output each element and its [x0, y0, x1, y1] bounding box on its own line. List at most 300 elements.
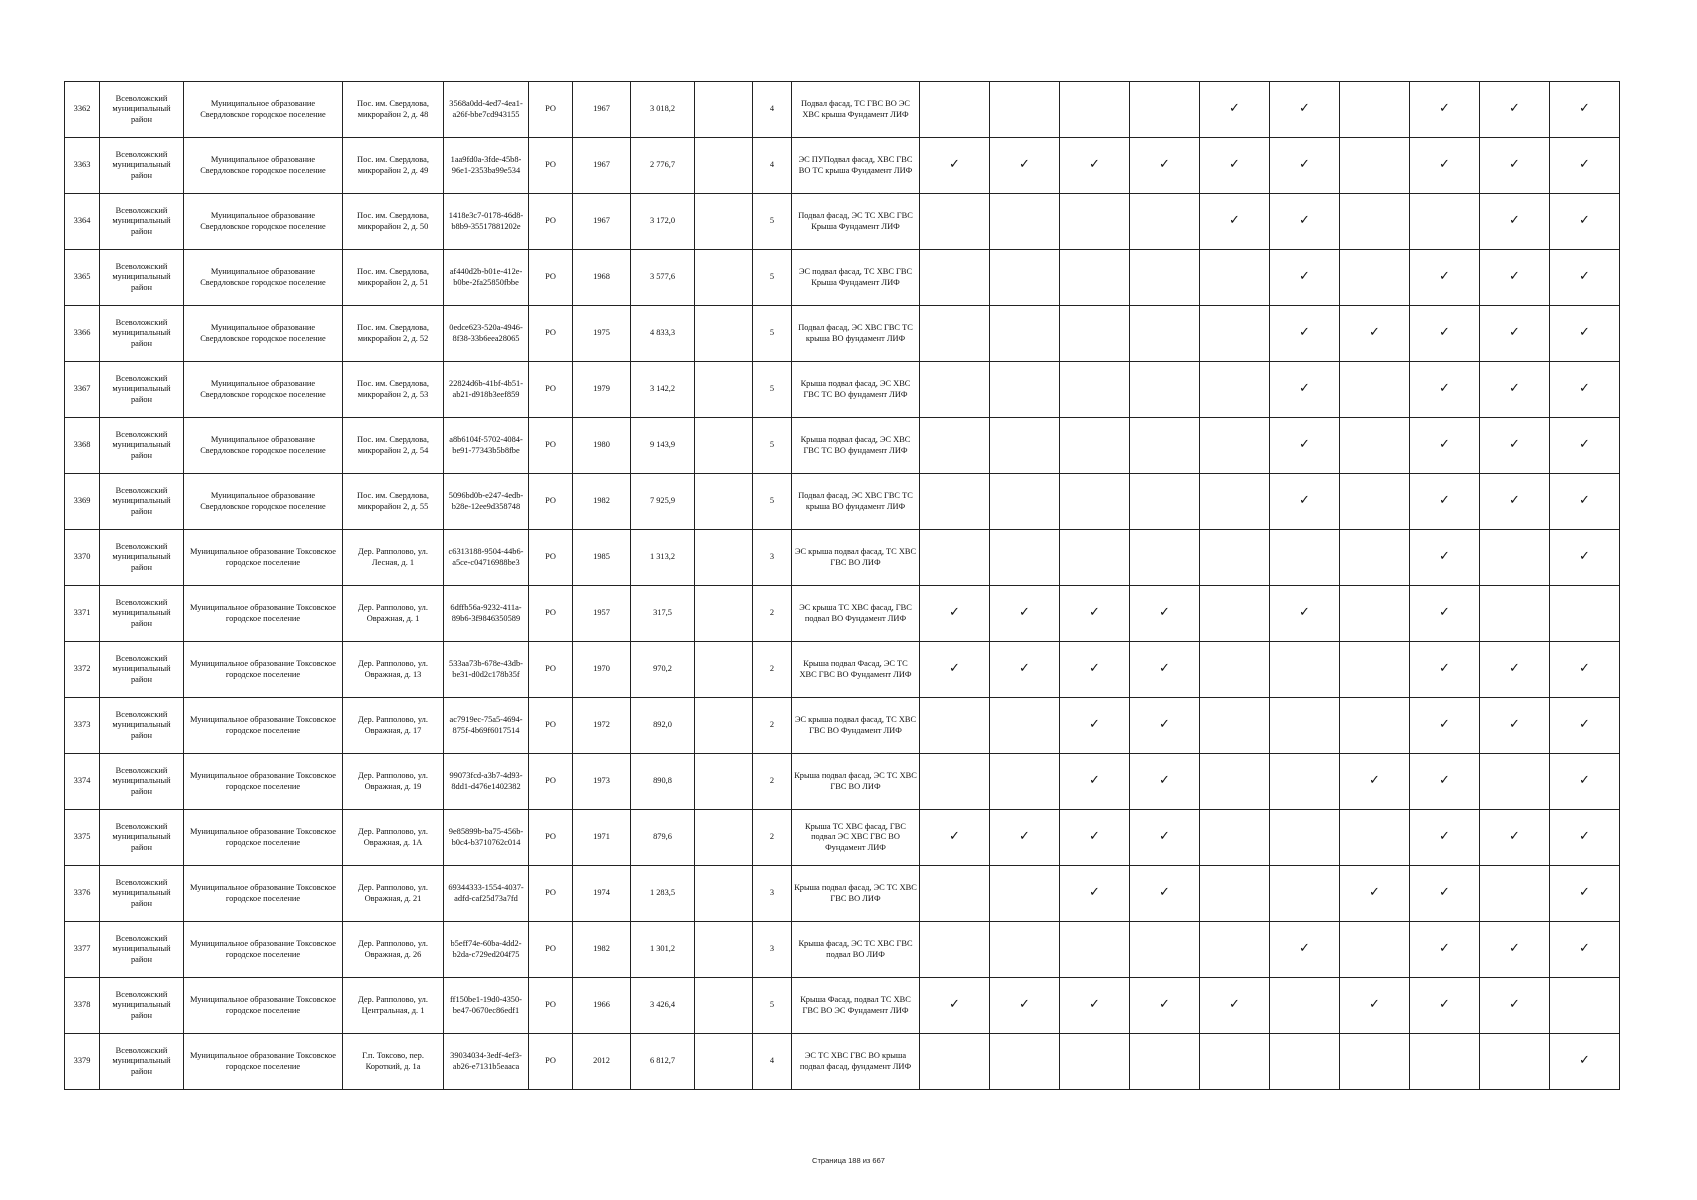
check-cell-7: [1340, 82, 1410, 138]
page-footer: Страница 188 из 667: [812, 1156, 885, 1165]
check-cell-9: [1480, 698, 1550, 754]
check-mark-icon: ✓: [1089, 717, 1100, 733]
cell-year: 1979: [573, 362, 631, 418]
check-cell-10: [1550, 642, 1620, 698]
check-mark-icon: ✓: [1579, 661, 1590, 677]
cell-code: 1418e3c7-0178-46d8-b8b9-35517881202e: [444, 194, 529, 250]
check-mark-icon: ✓: [949, 157, 960, 173]
check-cell-7: [1340, 362, 1410, 418]
table-row: [65, 698, 1620, 754]
cell-district: Всеволожский муниципальный район: [100, 586, 184, 642]
cell-year: 1975: [573, 306, 631, 362]
check-cell-9: [1480, 530, 1550, 586]
check-cell-10: [1550, 418, 1620, 474]
cell-form: РО: [529, 1034, 573, 1090]
check-mark-icon: ✓: [1579, 437, 1590, 453]
check-cell-6: [1270, 418, 1340, 474]
cell-code: 3568a0dd-4ed7-4ea1-a26f-bbe7cd943155: [444, 82, 529, 138]
cell-blank1: [695, 978, 753, 1034]
check-mark-icon: ✓: [1509, 269, 1520, 285]
check-cell-1: [920, 866, 990, 922]
check-cell-2: [990, 82, 1060, 138]
cell-floors: 4: [753, 1034, 792, 1090]
cell-code: 533aa73b-678e-43db-be31-d0d2c178b35f: [444, 642, 529, 698]
cell-works: ЭС подвал фасад, ТС ХВС ГВС Крыша Фундамент ЛИФ: [792, 250, 920, 306]
check-mark-icon: ✓: [1439, 381, 1450, 397]
check-mark-icon: ✓: [1299, 269, 1310, 285]
cell-area: 890,8: [631, 754, 695, 810]
check-cell-5: [1200, 194, 1270, 250]
cell-code: b5eff74e-60ba-4dd2-b2da-c729ed204f75: [444, 922, 529, 978]
cell-code: 69344333-1554-4037-adfd-caf25d73a7fd: [444, 866, 529, 922]
check-mark-icon: ✓: [1439, 717, 1450, 733]
cell-works: Крыша фасад, ЭС ТС ХВС ГВС подвал ВО ЛИФ: [792, 922, 920, 978]
check-cell-3: [1060, 586, 1130, 642]
check-cell-7: [1340, 306, 1410, 362]
cell-address: Г.п. Токсово, пер. Короткий, д. 1а: [343, 1034, 444, 1090]
cell-address: Дер. Рапполово, ул. Овражная, д. 19: [343, 754, 444, 810]
check-mark-icon: ✓: [1509, 325, 1520, 341]
check-mark-icon: ✓: [1579, 1053, 1590, 1069]
check-mark-icon: ✓: [949, 829, 960, 845]
cell-blank1: [695, 418, 753, 474]
cell-area: 1 313,2: [631, 530, 695, 586]
check-cell-8: [1410, 754, 1480, 810]
check-cell-1: [920, 530, 990, 586]
cell-year: 1967: [573, 82, 631, 138]
check-mark-icon: ✓: [1439, 101, 1450, 117]
cell-blank1: [695, 82, 753, 138]
check-cell-6: [1270, 306, 1340, 362]
cell-address: Пос. им. Свердлова, микрорайон 2, д. 54: [343, 418, 444, 474]
check-mark-icon: ✓: [1509, 941, 1520, 957]
check-cell-8: [1410, 922, 1480, 978]
cell-municipality: Муниципальное образование Токсовское городское поселение: [184, 530, 343, 586]
cell-address: Дер. Рапполово, ул. Овражная, д. 26: [343, 922, 444, 978]
check-mark-icon: ✓: [1439, 773, 1450, 789]
cell-blank1: [695, 138, 753, 194]
cell-municipality: Муниципальное образование Токсовское городское поселение: [184, 586, 343, 642]
check-mark-icon: ✓: [1019, 157, 1030, 173]
cell-works: Подвал фасад, ЭС ХВС ГВС ТС крыша ВО фундамент ЛИФ: [792, 474, 920, 530]
check-mark-icon: ✓: [1159, 773, 1170, 789]
cell-area: 2 776,7: [631, 138, 695, 194]
check-cell-2: [990, 362, 1060, 418]
cell-num: 3366: [65, 306, 100, 362]
check-cell-5: [1200, 698, 1270, 754]
check-cell-6: [1270, 922, 1340, 978]
check-cell-2: [990, 250, 1060, 306]
cell-form: РО: [529, 82, 573, 138]
check-mark-icon: ✓: [1159, 157, 1170, 173]
cell-works: ЭС крыша подвал фасад, ТС ХВС ГВС ВО ЛИФ: [792, 530, 920, 586]
cell-floors: 3: [753, 922, 792, 978]
cell-blank1: [695, 642, 753, 698]
check-cell-3: [1060, 194, 1130, 250]
check-cell-8: [1410, 194, 1480, 250]
cell-area: 4 833,3: [631, 306, 695, 362]
cell-works: Подвал фасад, ЭС ТС ХВС ГВС Крыша Фундамент ЛИФ: [792, 194, 920, 250]
cell-blank1: [695, 698, 753, 754]
check-cell-9: [1480, 754, 1550, 810]
check-cell-9: [1480, 586, 1550, 642]
check-cell-1: [920, 250, 990, 306]
check-cell-5: [1200, 474, 1270, 530]
cell-floors: 5: [753, 362, 792, 418]
check-cell-3: [1060, 642, 1130, 698]
cell-address: Пос. им. Свердлова, микрорайон 2, д. 55: [343, 474, 444, 530]
cell-num: 3368: [65, 418, 100, 474]
cell-district: Всеволожский муниципальный район: [100, 474, 184, 530]
check-mark-icon: ✓: [1439, 661, 1450, 677]
check-cell-6: [1270, 866, 1340, 922]
check-cell-3: [1060, 1034, 1130, 1090]
check-cell-10: [1550, 194, 1620, 250]
cell-floors: 5: [753, 418, 792, 474]
check-cell-6: [1270, 978, 1340, 1034]
check-mark-icon: ✓: [1509, 101, 1520, 117]
check-cell-8: [1410, 362, 1480, 418]
check-cell-6: [1270, 754, 1340, 810]
cell-district: Всеволожский муниципальный район: [100, 138, 184, 194]
cell-municipality: Муниципальное образование Токсовское городское поселение: [184, 642, 343, 698]
cell-municipality: Муниципальное образование Токсовское городское поселение: [184, 698, 343, 754]
cell-form: РО: [529, 306, 573, 362]
cell-area: 3 426,4: [631, 978, 695, 1034]
cell-municipality: Муниципальное образование Токсовское городское поселение: [184, 866, 343, 922]
cell-address: Дер. Рапполово, ул. Овражная, д. 1: [343, 586, 444, 642]
table-row: [65, 194, 1620, 250]
check-mark-icon: ✓: [1089, 997, 1100, 1013]
cell-district: Всеволожский муниципальный район: [100, 978, 184, 1034]
check-mark-icon: ✓: [1159, 997, 1170, 1013]
cell-district: Всеволожский муниципальный район: [100, 362, 184, 418]
cell-floors: 5: [753, 474, 792, 530]
check-mark-icon: ✓: [1299, 213, 1310, 229]
registry-table: [64, 81, 1620, 1090]
check-cell-4: [1130, 642, 1200, 698]
cell-area: 3 172,0: [631, 194, 695, 250]
cell-floors: 2: [753, 810, 792, 866]
check-cell-6: [1270, 810, 1340, 866]
cell-num: 3365: [65, 250, 100, 306]
check-cell-4: [1130, 530, 1200, 586]
cell-works: Крыша ТС ХВС фасад, ГВС подвал ЭС ХВС ГВС ВО Фундамент ЛИФ: [792, 810, 920, 866]
cell-code: af440d2b-b01e-412e-b0be-2fa25850fbbe: [444, 250, 529, 306]
cell-blank1: [695, 194, 753, 250]
check-mark-icon: ✓: [1439, 605, 1450, 621]
check-mark-icon: ✓: [1579, 325, 1590, 341]
check-cell-4: [1130, 754, 1200, 810]
check-cell-9: [1480, 810, 1550, 866]
check-cell-3: [1060, 698, 1130, 754]
cell-form: РО: [529, 754, 573, 810]
check-cell-7: [1340, 138, 1410, 194]
check-cell-4: [1130, 1034, 1200, 1090]
check-mark-icon: ✓: [1089, 885, 1100, 901]
check-cell-6: [1270, 250, 1340, 306]
check-cell-6: [1270, 642, 1340, 698]
cell-floors: 4: [753, 82, 792, 138]
check-mark-icon: ✓: [1579, 381, 1590, 397]
cell-municipality: Муниципальное образование Свердловское городское поселение: [184, 82, 343, 138]
cell-year: 1974: [573, 866, 631, 922]
cell-district: Всеволожский муниципальный район: [100, 1034, 184, 1090]
check-mark-icon: ✓: [1509, 661, 1520, 677]
check-cell-10: [1550, 250, 1620, 306]
cell-blank1: [695, 754, 753, 810]
check-cell-5: [1200, 82, 1270, 138]
cell-num: 3364: [65, 194, 100, 250]
check-cell-8: [1410, 250, 1480, 306]
cell-blank1: [695, 306, 753, 362]
cell-district: Всеволожский муниципальный район: [100, 306, 184, 362]
check-cell-8: [1410, 978, 1480, 1034]
check-mark-icon: ✓: [1509, 437, 1520, 453]
cell-area: 317,5: [631, 586, 695, 642]
check-cell-3: [1060, 418, 1130, 474]
check-cell-2: [990, 642, 1060, 698]
cell-year: 1985: [573, 530, 631, 586]
cell-code: 1aa9fd0a-3fde-45b8-96e1-2353ba99e534: [444, 138, 529, 194]
check-cell-4: [1130, 922, 1200, 978]
check-mark-icon: ✓: [1509, 381, 1520, 397]
check-cell-1: [920, 586, 990, 642]
cell-num: 3370: [65, 530, 100, 586]
cell-area: 3 018,2: [631, 82, 695, 138]
cell-blank1: [695, 810, 753, 866]
cell-floors: 2: [753, 642, 792, 698]
check-cell-8: [1410, 418, 1480, 474]
check-cell-10: [1550, 362, 1620, 418]
cell-works: Крыша Фасад, подвал ТС ХВС ГВС ВО ЭС Фундамент ЛИФ: [792, 978, 920, 1034]
check-cell-7: [1340, 418, 1410, 474]
check-cell-4: [1130, 362, 1200, 418]
check-cell-1: [920, 754, 990, 810]
cell-address: Дер. Рапполово, ул. Лесная, д. 1: [343, 530, 444, 586]
check-cell-3: [1060, 754, 1130, 810]
cell-year: 1967: [573, 194, 631, 250]
check-mark-icon: ✓: [1579, 493, 1590, 509]
check-mark-icon: ✓: [1579, 157, 1590, 173]
cell-area: 892,0: [631, 698, 695, 754]
check-cell-2: [990, 194, 1060, 250]
cell-code: ff150be1-19d0-4350-be47-0670ec86edf1: [444, 978, 529, 1034]
check-cell-8: [1410, 586, 1480, 642]
check-cell-5: [1200, 306, 1270, 362]
check-mark-icon: ✓: [1299, 325, 1310, 341]
cell-num: 3373: [65, 698, 100, 754]
check-mark-icon: ✓: [1089, 829, 1100, 845]
check-mark-icon: ✓: [949, 661, 960, 677]
check-mark-icon: ✓: [1369, 885, 1380, 901]
check-cell-5: [1200, 138, 1270, 194]
cell-blank1: [695, 866, 753, 922]
cell-code: 0edce623-520a-4946-8f38-33b6eea28065: [444, 306, 529, 362]
cell-floors: 5: [753, 194, 792, 250]
check-cell-10: [1550, 698, 1620, 754]
cell-works: ЭС ТС ХВС ГВС ВО крыша подвал фасад, фундамент ЛИФ: [792, 1034, 920, 1090]
cell-address: Дер. Рапполово, ул. Центральная, д. 1: [343, 978, 444, 1034]
cell-year: 1967: [573, 138, 631, 194]
cell-form: РО: [529, 250, 573, 306]
check-cell-9: [1480, 642, 1550, 698]
cell-municipality: Муниципальное образование Свердловское городское поселение: [184, 250, 343, 306]
check-mark-icon: ✓: [1439, 829, 1450, 845]
cell-district: Всеволожский муниципальный район: [100, 82, 184, 138]
check-mark-icon: ✓: [1159, 661, 1170, 677]
check-mark-icon: ✓: [1019, 605, 1030, 621]
check-mark-icon: ✓: [1579, 549, 1590, 565]
check-cell-5: [1200, 922, 1270, 978]
cell-year: 1970: [573, 642, 631, 698]
check-mark-icon: ✓: [1089, 157, 1100, 173]
check-cell-10: [1550, 866, 1620, 922]
check-cell-5: [1200, 530, 1270, 586]
check-mark-icon: ✓: [1299, 381, 1310, 397]
table-row: [65, 922, 1620, 978]
check-mark-icon: ✓: [1509, 829, 1520, 845]
check-cell-3: [1060, 82, 1130, 138]
check-cell-1: [920, 306, 990, 362]
table-row: [65, 642, 1620, 698]
check-cell-9: [1480, 250, 1550, 306]
check-mark-icon: ✓: [1229, 157, 1240, 173]
check-mark-icon: ✓: [1159, 885, 1170, 901]
check-cell-2: [990, 978, 1060, 1034]
cell-municipality: Муниципальное образование Токсовское городское поселение: [184, 754, 343, 810]
cell-blank1: [695, 362, 753, 418]
check-cell-8: [1410, 866, 1480, 922]
cell-address: Дер. Рапполово, ул. Овражная, д. 17: [343, 698, 444, 754]
check-cell-7: [1340, 194, 1410, 250]
cell-municipality: Муниципальное образование Свердловское городское поселение: [184, 362, 343, 418]
check-cell-6: [1270, 362, 1340, 418]
cell-year: 1982: [573, 474, 631, 530]
cell-works: Крыша подвал Фасад, ЭС ТС ХВС ГВС ВО Фундамент ЛИФ: [792, 642, 920, 698]
check-cell-4: [1130, 306, 1200, 362]
check-cell-5: [1200, 418, 1270, 474]
check-cell-3: [1060, 362, 1130, 418]
cell-code: 39034034-3edf-4ef3-ab26-e7131b5eaaca: [444, 1034, 529, 1090]
table-row: [65, 418, 1620, 474]
check-mark-icon: ✓: [1299, 437, 1310, 453]
check-cell-3: [1060, 306, 1130, 362]
check-cell-5: [1200, 978, 1270, 1034]
cell-floors: 3: [753, 866, 792, 922]
check-cell-5: [1200, 362, 1270, 418]
cell-district: Всеволожский муниципальный район: [100, 866, 184, 922]
check-cell-9: [1480, 194, 1550, 250]
cell-year: 1968: [573, 250, 631, 306]
cell-works: Подвал фасад, ТС ГВС ВО ЭС ХВС крыша Фундамент ЛИФ: [792, 82, 920, 138]
cell-form: РО: [529, 362, 573, 418]
cell-year: 1957: [573, 586, 631, 642]
cell-form: РО: [529, 418, 573, 474]
check-mark-icon: ✓: [1299, 157, 1310, 173]
check-mark-icon: ✓: [1579, 829, 1590, 845]
cell-form: РО: [529, 194, 573, 250]
check-mark-icon: ✓: [1229, 997, 1240, 1013]
check-mark-icon: ✓: [1159, 605, 1170, 621]
cell-num: 3376: [65, 866, 100, 922]
cell-blank1: [695, 250, 753, 306]
check-cell-9: [1480, 362, 1550, 418]
cell-district: Всеволожский муниципальный район: [100, 530, 184, 586]
cell-floors: 5: [753, 250, 792, 306]
cell-municipality: Муниципальное образование Свердловское городское поселение: [184, 306, 343, 362]
check-cell-9: [1480, 474, 1550, 530]
check-cell-2: [990, 922, 1060, 978]
check-cell-5: [1200, 1034, 1270, 1090]
cell-address: Пос. им. Свердлова, микрорайон 2, д. 49: [343, 138, 444, 194]
check-cell-8: [1410, 810, 1480, 866]
check-cell-6: [1270, 194, 1340, 250]
check-mark-icon: ✓: [1019, 997, 1030, 1013]
check-cell-6: [1270, 138, 1340, 194]
cell-year: 1972: [573, 698, 631, 754]
cell-floors: 2: [753, 586, 792, 642]
check-mark-icon: ✓: [1439, 269, 1450, 285]
cell-district: Всеволожский муниципальный район: [100, 810, 184, 866]
cell-area: 6 812,7: [631, 1034, 695, 1090]
cell-floors: 5: [753, 978, 792, 1034]
check-cell-1: [920, 418, 990, 474]
table-row: [65, 530, 1620, 586]
check-mark-icon: ✓: [1019, 829, 1030, 845]
check-mark-icon: ✓: [1019, 661, 1030, 677]
check-cell-1: [920, 362, 990, 418]
check-cell-1: [920, 698, 990, 754]
cell-code: 6dffb56a-9232-411a-89b6-3f9846350589: [444, 586, 529, 642]
check-mark-icon: ✓: [1299, 493, 1310, 509]
check-cell-3: [1060, 810, 1130, 866]
check-mark-icon: ✓: [1439, 437, 1450, 453]
table-row: [65, 474, 1620, 530]
check-cell-3: [1060, 866, 1130, 922]
check-mark-icon: ✓: [1439, 997, 1450, 1013]
check-cell-2: [990, 306, 1060, 362]
cell-code: a8b6104f-5702-4084-be91-77343b5b8fbe: [444, 418, 529, 474]
cell-works: ЭС крыша подвал фасад, ТС ХВС ГВС ВО Фундамент ЛИФ: [792, 698, 920, 754]
cell-district: Всеволожский муниципальный район: [100, 754, 184, 810]
check-cell-7: [1340, 810, 1410, 866]
check-mark-icon: ✓: [1229, 101, 1240, 117]
check-cell-1: [920, 194, 990, 250]
check-cell-8: [1410, 306, 1480, 362]
check-cell-8: [1410, 1034, 1480, 1090]
table-row: [65, 250, 1620, 306]
check-mark-icon: ✓: [1579, 717, 1590, 733]
table-body: [65, 82, 1620, 1090]
check-cell-1: [920, 1034, 990, 1090]
cell-municipality: Муниципальное образование Свердловское городское поселение: [184, 138, 343, 194]
check-mark-icon: ✓: [1509, 157, 1520, 173]
check-mark-icon: ✓: [1509, 717, 1520, 733]
cell-year: 1966: [573, 978, 631, 1034]
check-mark-icon: ✓: [1369, 325, 1380, 341]
table-row: [65, 754, 1620, 810]
check-cell-4: [1130, 418, 1200, 474]
check-mark-icon: ✓: [1439, 157, 1450, 173]
cell-district: Всеволожский муниципальный район: [100, 698, 184, 754]
cell-works: Крыша подвал фасад, ЭС ХВС ГВС ТС ВО фундамент ЛИФ: [792, 362, 920, 418]
check-cell-1: [920, 810, 990, 866]
check-cell-3: [1060, 474, 1130, 530]
check-mark-icon: ✓: [1229, 213, 1240, 229]
check-mark-icon: ✓: [949, 605, 960, 621]
check-cell-6: [1270, 698, 1340, 754]
